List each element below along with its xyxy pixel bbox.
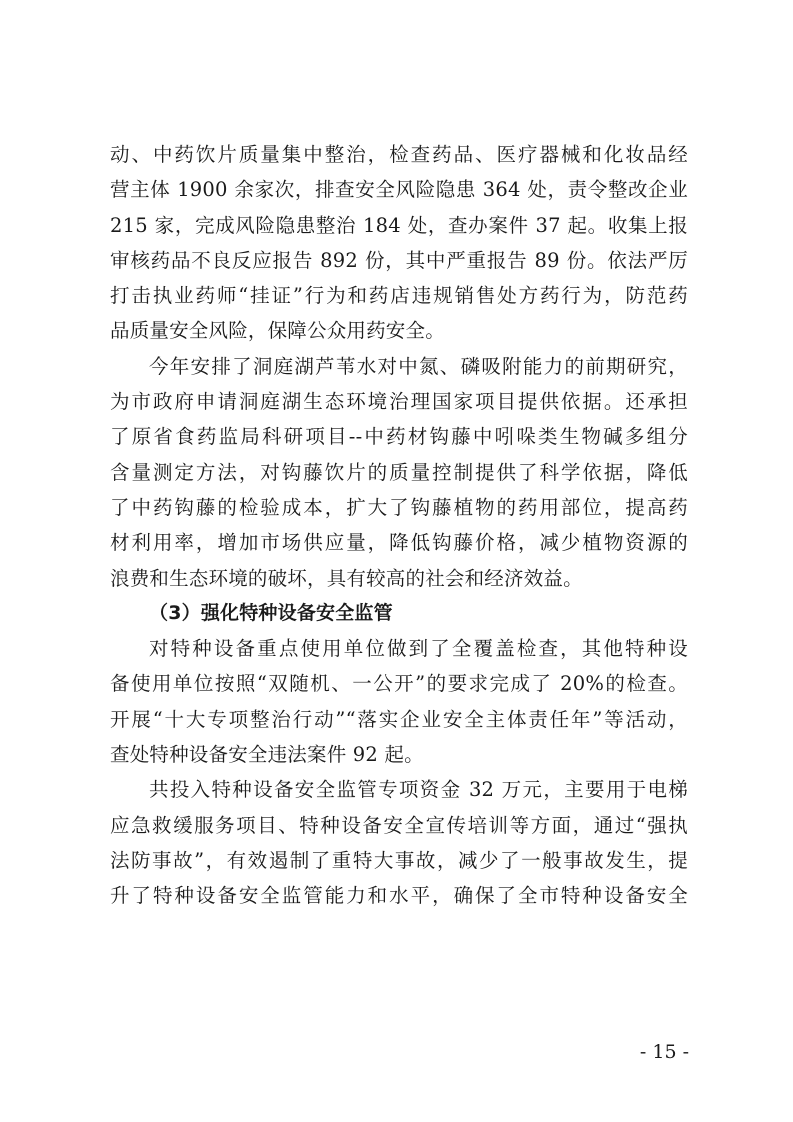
text-line: 材利用率，增加市场供应量，降低钩藤价格，减少植物资源的 bbox=[110, 531, 688, 555]
text-line: 215 家，完成风险隐患整治 184 处，查办案件 37 起。收集上报 bbox=[110, 213, 688, 237]
text-line: 为市政府申请洞庭湖生态环境治理国家项目提供依据。还承担 bbox=[110, 390, 688, 414]
text-line: 开展“十大专项整治行动”“落实企业安全主体责任年”等活动， bbox=[110, 707, 688, 731]
text-line: 今年安排了洞庭湖芦苇水对中氮、磷吸附能力的前期研究， bbox=[149, 354, 688, 378]
text-line: 打击执业药师“挂证”行为和药店违规销售处方药行为，防范药 bbox=[110, 284, 688, 308]
text-line: 共投入特种设备安全监管专项资金 32 万元，主要用于电梯 bbox=[149, 778, 688, 802]
text-line: 应急救缓服务项目、特种设备安全宣传培训等方面，通过“强执 bbox=[110, 813, 688, 837]
text-line: 了中药钩藤的检验成本，扩大了钩藤植物的药用部位，提高药 bbox=[110, 495, 688, 519]
text-line: 升了特种设备安全监管能力和水平，确保了全市特种设备安全 bbox=[110, 884, 688, 908]
text-line: 法防事故”，有效遏制了重特大事故，减少了一般事故发生，提 bbox=[110, 848, 688, 872]
text-line: 备使用单位按照“双随机、一公开”的要求完成了 20%的检查。 bbox=[110, 672, 688, 696]
text-line: 审核药品不良反应报告 892 份，其中严重报告 89 份。依法严厉 bbox=[110, 248, 688, 272]
page-number: - 15 - bbox=[639, 1041, 689, 1063]
body-text bbox=[110, 137, 688, 914]
text-line: 含量测定方法，对钩藤饮片的质量控制提供了科学依据，降低 bbox=[110, 460, 688, 484]
text-line: 动、中药饮片质量集中整治，检查药品、医疗器械和化妆品经 bbox=[110, 143, 688, 166]
text-line: 营主体 1900 余家次，排查安全风险隐患 364 处，责令整改企业 bbox=[110, 178, 688, 202]
text-line: 查处特种设备安全违法案件 92 起。 bbox=[110, 743, 424, 767]
text-line: 对特种设备重点使用单位做到了全覆盖检查，其他特种设 bbox=[149, 637, 688, 661]
text-line: 浪费和生态环境的破坏，具有较高的社会和经济效益。 bbox=[110, 566, 583, 590]
section-heading: （3）强化特种设备安全监管 bbox=[149, 601, 393, 624]
text-line: 品质量安全风险，保障公众用药安全。 bbox=[110, 319, 445, 343]
text-line: 了原省食药监局科研项目--中药材钩藤中吲哚类生物碱多组分 bbox=[110, 425, 688, 449]
